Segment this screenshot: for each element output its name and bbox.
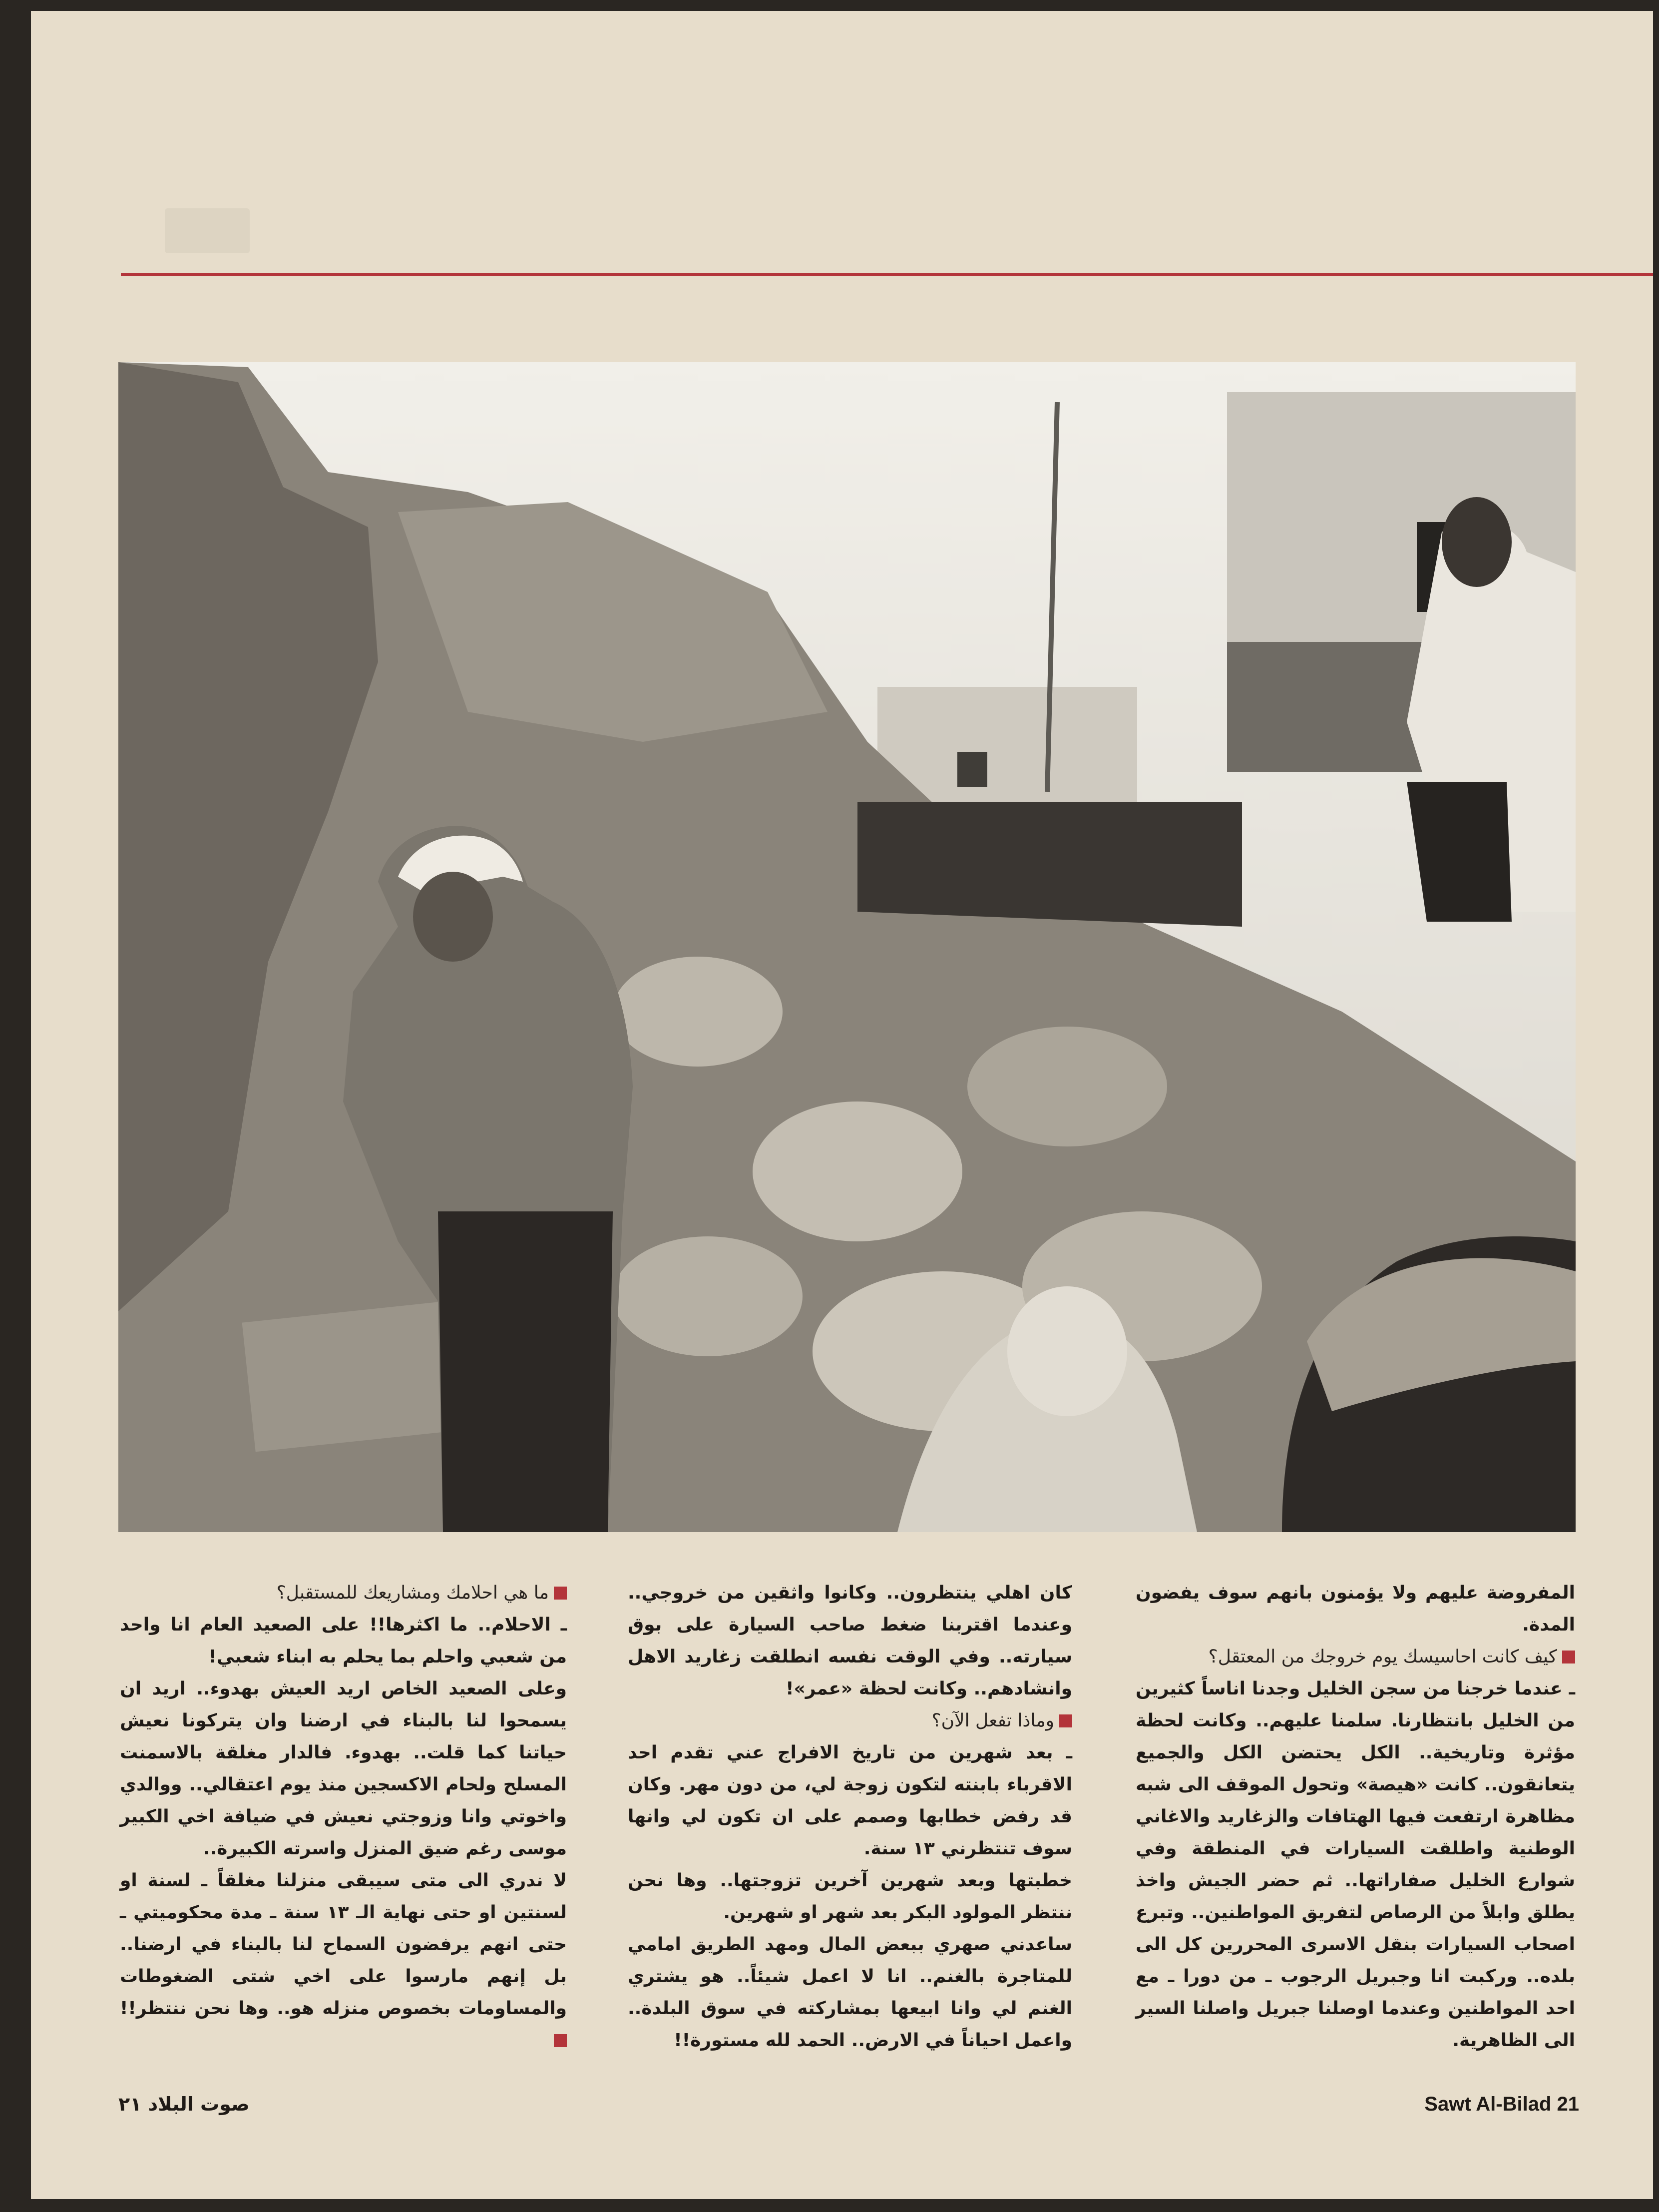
question [120,1577,567,1609]
answer-text: لا ندري الى متى سيبقى منزلنا مغلقاً ـ لسنة او لسنتين او حتى نهاية الـ ١٣ سنة ـ مدة محكوميتي ـ حتى انهم يرفضون السماح لنا بالبناء في ارضنا.. بل إنهم مارسوا على اخي شتى الضغوطات والمساومات بخصوص منزله هو.. وها نحن ننتظر!! [120,1870,567,2019]
answer: ـ بعد شهرين من تاريخ الافراج عني تقدم احد الاقرباء بابنته لتكون زوجة لي، من دون مهر. وكان قد رفض خطابها وصمم على ان تكون لي وانها سوف تنتظرني ١٣ سنة. [628,1742,1072,1859]
answer: وعلى الصعيد الخاص اريد العيش بهدوء.. اريد ان يسمحوا لنا بالبناء في ارضنا وان يتركونا نعيش حياتنا كما قلت.. بهدوء. فالدار مغلقة بالاسمنت المسلح ولحام الاكسجين منذ يوم اعتقالي.. ووالدي واخوتي وانا وزوجتي نعيش في ضيافة اخي الكبير موسى رغم ضيق المنزل واسرته الكبيرة.. [120,1678,567,1859]
magazine-page [31,11,1653,2199]
answer: ـ عندما خرجنا من سجن الخليل وجدنا اناساً كثيرين من الخليل بانتظارنا. سلمنا عليهم.. وكانت لحظة مؤثرة وتاريخية.. الكل يحتضن الكل والجميع يتعانقون.. كانت «هيصة» وتحول الموقف الى شبه مظاهرة ارتفعت فيها الهتافات والزغاريد والاغاني الوطنية واطلقت السيارات في المنطقة وفي شوارع الخليل صفاراتها.. ثم حضر الجيش واخذ يطلق وابلاً من الرصاص لتفريق المواطنين.. وتبرع اصحاب السيارات بنقل الاسرى المحررين كل الى بلده.. وركبت انا وجبريل الرجوب ـ من دورا ـ مع احد المواطنين وعندما اوصلنا جبريل واصلنا السير الى الظاهرية. [1136,1678,1575,2051]
text-column-middle [628,1577,1072,2057]
question [1136,1641,1575,1673]
text-column-left [120,1577,567,2057]
question-text: كيف كانت احاسيسك يوم خروجك من المعتقل؟ [1208,1647,1557,1667]
end-marker [554,2034,567,2047]
header-rule [121,273,1653,276]
footer-folio-latin: Sawt Al-Bilad 21 [1424,2093,1579,2115]
question-text: ما هي احلامك ومشاريعك للمستقبل؟ [276,1583,549,1603]
answer: ساعدني صهري ببعض المال ومهد الطريق امامي للمتاجرة بالغنم.. انا لا اعمل شيئاً.. هو يشتري الغنم لي وانا ابيعها بمشاركته في سوق البلدة.. واعمل احياناً في الارض.. الحمد لله مستورة!! [628,1934,1072,2051]
question-marker [554,1587,567,1600]
answer [120,1865,567,2057]
question-text: وماذا تفعل الآن؟ [931,1710,1054,1731]
answer: خطبتها وبعد شهرين آخرين تزوجتها.. وها نحن ننتظر المولود البكر بعد شهر او شهرين. [628,1870,1072,1923]
footer-folio-arabic: صوت البلاد ٢١ [118,2093,250,2115]
article-photo [118,362,1576,1532]
question [628,1705,1072,1737]
paragraph: كان اهلي ينتظرون.. وكانوا واثقين من خروجي.. وعندما اقتربنا ضغط صاحب السيارة على بوق سيارته.. وفي الوقت نفسه انطلقت زغاريد الاهل وانشادهم.. وكانت لحظة «عمر»! [628,1583,1072,1699]
question-marker [1059,1714,1072,1727]
answer: ـ الاحلام.. ما اكثرها!! على الصعيد العام انا واحد من شعبي واحلم بما يحلم به ابناء شعبي! [120,1615,567,1667]
question-marker [1562,1651,1575,1663]
text-column-right [1136,1577,1575,2057]
section-header-ghost [165,208,250,253]
paragraph: المفروضة عليهم ولا يؤمنون بانهم سوف يفضون المدة. [1136,1583,1575,1635]
demolished-house-photo [118,362,1576,1532]
